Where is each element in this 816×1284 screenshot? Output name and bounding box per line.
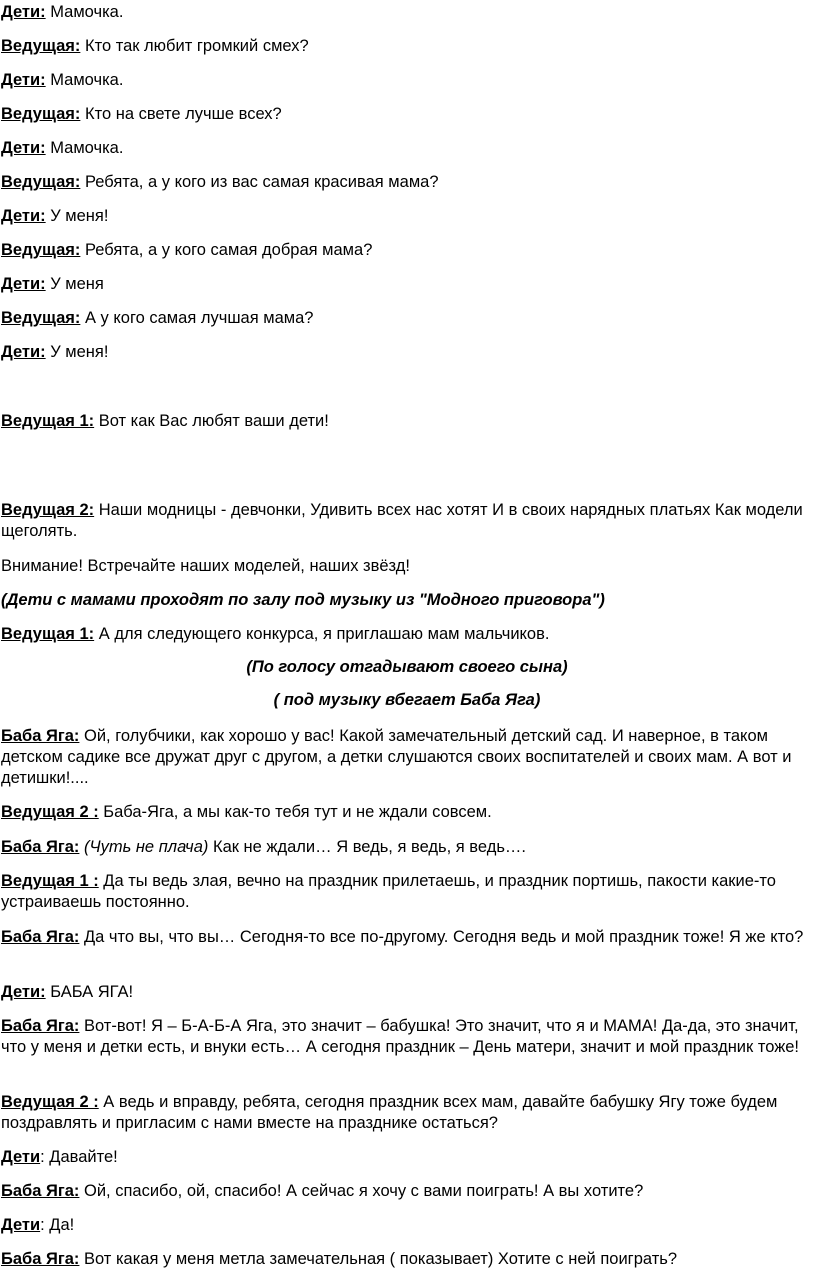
line-text: А для следующего конкурса, я приглашаю мам мальчиков. <box>94 625 550 643</box>
line-text: Наши модницы - девчонки, Удивить всех нас хотят И в своих нарядных платьях Как модели щеголять. <box>1 501 803 540</box>
line-text: Как не ждали… Я ведь, я ведь, я ведь…. <box>208 838 527 856</box>
stage-direction: (По голосу отгадывают своего сына) <box>246 658 568 676</box>
speaker-label: Ведущая 2 : <box>1 803 99 821</box>
line-text: Вот-вот! Я – Б-А-Б-А Яга, это значит – бабушка! Это значит, что я и МАМА! Да-да, это значит, что у меня и детки есть, и внуки есть… А сегодня праздник – День матери, значит и мой праздник тоже! <box>1 1017 799 1056</box>
speaker-label: Дети: <box>1 3 46 21</box>
line-text: Мамочка. <box>45 3 124 21</box>
script-line <box>1 1249 813 1270</box>
speaker-label: Дети: <box>1 343 46 361</box>
script-line <box>1 871 813 913</box>
line-text: А у кого самая лучшая мама? <box>80 309 314 327</box>
line-text: Кто на свете лучше всех? <box>80 105 282 123</box>
script-line <box>1 624 813 645</box>
speaker-label: Дети: <box>1 275 46 293</box>
line-text: А ведь и вправду, ребята, сегодня праздник всех мам, давайте бабушку Ягу тоже будем поздравлять и пригласим с нами вместе на празднике остаться? <box>1 1093 778 1132</box>
script-line <box>1 342 813 363</box>
line-text: Вот как Вас любят ваши дети! <box>94 412 329 430</box>
speaker-label: Дети <box>1 1216 41 1234</box>
script-line <box>1 802 813 823</box>
line-text: Да что вы, что вы… Сегодня-то все по-другому. Сегодня ведь и мой праздник тоже! Я же кто? <box>79 928 804 946</box>
line-text: У меня! <box>45 207 109 225</box>
speaker-label: Ведущая: <box>1 105 81 123</box>
script-line <box>1 308 813 329</box>
speaker-label: Дети: <box>1 207 46 225</box>
script-line <box>1 70 813 91</box>
speaker-label: Дети <box>1 1148 41 1166</box>
speaker-label: Ведущая 1: <box>1 625 95 643</box>
script-line <box>1 206 813 227</box>
script-line <box>1 274 813 295</box>
speaker-label: Дети: <box>1 983 46 1001</box>
speaker-label: Ведущая: <box>1 37 81 55</box>
script-line <box>1 726 813 789</box>
speaker-label: Ведущая 1 : <box>1 872 99 890</box>
script-line <box>1 556 813 577</box>
speaker-label: Баба Яга: <box>1 1017 80 1035</box>
line-text: Ребята, а у кого из вас самая красивая мама? <box>80 173 439 191</box>
speaker-label: Баба Яга: <box>1 1250 80 1268</box>
speaker-label: Ведущая 1: <box>1 412 95 430</box>
line-text: : Давайте! <box>40 1148 118 1166</box>
line-text: Да ты ведь злая, вечно на праздник прилетаешь, и праздник портишь, пакости какие-то устраиваешь постоянно. <box>1 872 776 911</box>
line-text: Ой, спасибо, ой, спасибо! А сейчас я хочу с вами поиграть! А вы хотите? <box>79 1182 644 1200</box>
script-line <box>1 36 813 57</box>
script-line <box>1 500 813 542</box>
speaker-label: Ведущая: <box>1 241 81 259</box>
speaker-label: Ведущая: <box>1 173 81 191</box>
line-text: Ой, голубчики, как хорошо у вас! Какой замечательный детский сад. И наверное, в таком детском садике все дружат друг с другом, а детки слушаются своих воспитателей и своих мам. А вот и детишки!.... <box>1 727 792 787</box>
script-line <box>1 982 813 1003</box>
script-line <box>1 2 813 23</box>
speaker-label: Баба Яга: <box>1 727 80 745</box>
line-text: БАБА ЯГА! <box>45 983 134 1001</box>
speaker-label: Баба Яга: <box>1 928 80 946</box>
script-line <box>1 927 813 948</box>
script-line <box>1 1215 813 1236</box>
remark-text: (Чуть не плача) <box>79 838 209 856</box>
line-text: Ребята, а у кого самая добрая мама? <box>80 241 373 259</box>
script-line <box>1 104 813 125</box>
line-text: Баба-Яга, а мы как-то тебя тут и не ждали совсем. <box>98 803 492 821</box>
script-line <box>1 1181 813 1202</box>
line-text: Внимание! Встречайте наших моделей, наших звёзд! <box>1 557 410 575</box>
speaker-label: Дети: <box>1 71 46 89</box>
script-line <box>1 411 813 432</box>
script-line <box>1 837 813 858</box>
line-text: Кто так любит громкий смех? <box>80 37 309 55</box>
stage-direction: ( под музыку вбегает Баба Яга) <box>273 691 541 709</box>
speaker-label: Ведущая 2: <box>1 501 95 519</box>
speaker-label: Ведущая: <box>1 309 81 327</box>
line-text: Мамочка. <box>45 71 124 89</box>
line-text: У меня! <box>45 343 109 361</box>
script-line <box>1 1147 813 1168</box>
stage-direction: (Дети с мамами проходят по залу под музыку из "Модного приговора") <box>1 591 605 609</box>
script-line <box>1 138 813 159</box>
script-line <box>1 1092 813 1134</box>
speaker-label: Ведущая 2 : <box>1 1093 99 1111</box>
line-text: : Да! <box>40 1216 75 1234</box>
line-text: Мамочка. <box>45 139 124 157</box>
speaker-label: Дети: <box>1 139 46 157</box>
script-line <box>1 240 813 261</box>
line-text: Вот какая у меня метла замечательная ( показывает) Хотите с ней поиграть? <box>79 1250 678 1268</box>
speaker-label: Баба Яга: <box>1 1182 80 1200</box>
speaker-label: Баба Яга: <box>1 838 80 856</box>
script-line <box>1 172 813 193</box>
script-line <box>1 1016 813 1058</box>
line-text: У меня <box>45 275 104 293</box>
